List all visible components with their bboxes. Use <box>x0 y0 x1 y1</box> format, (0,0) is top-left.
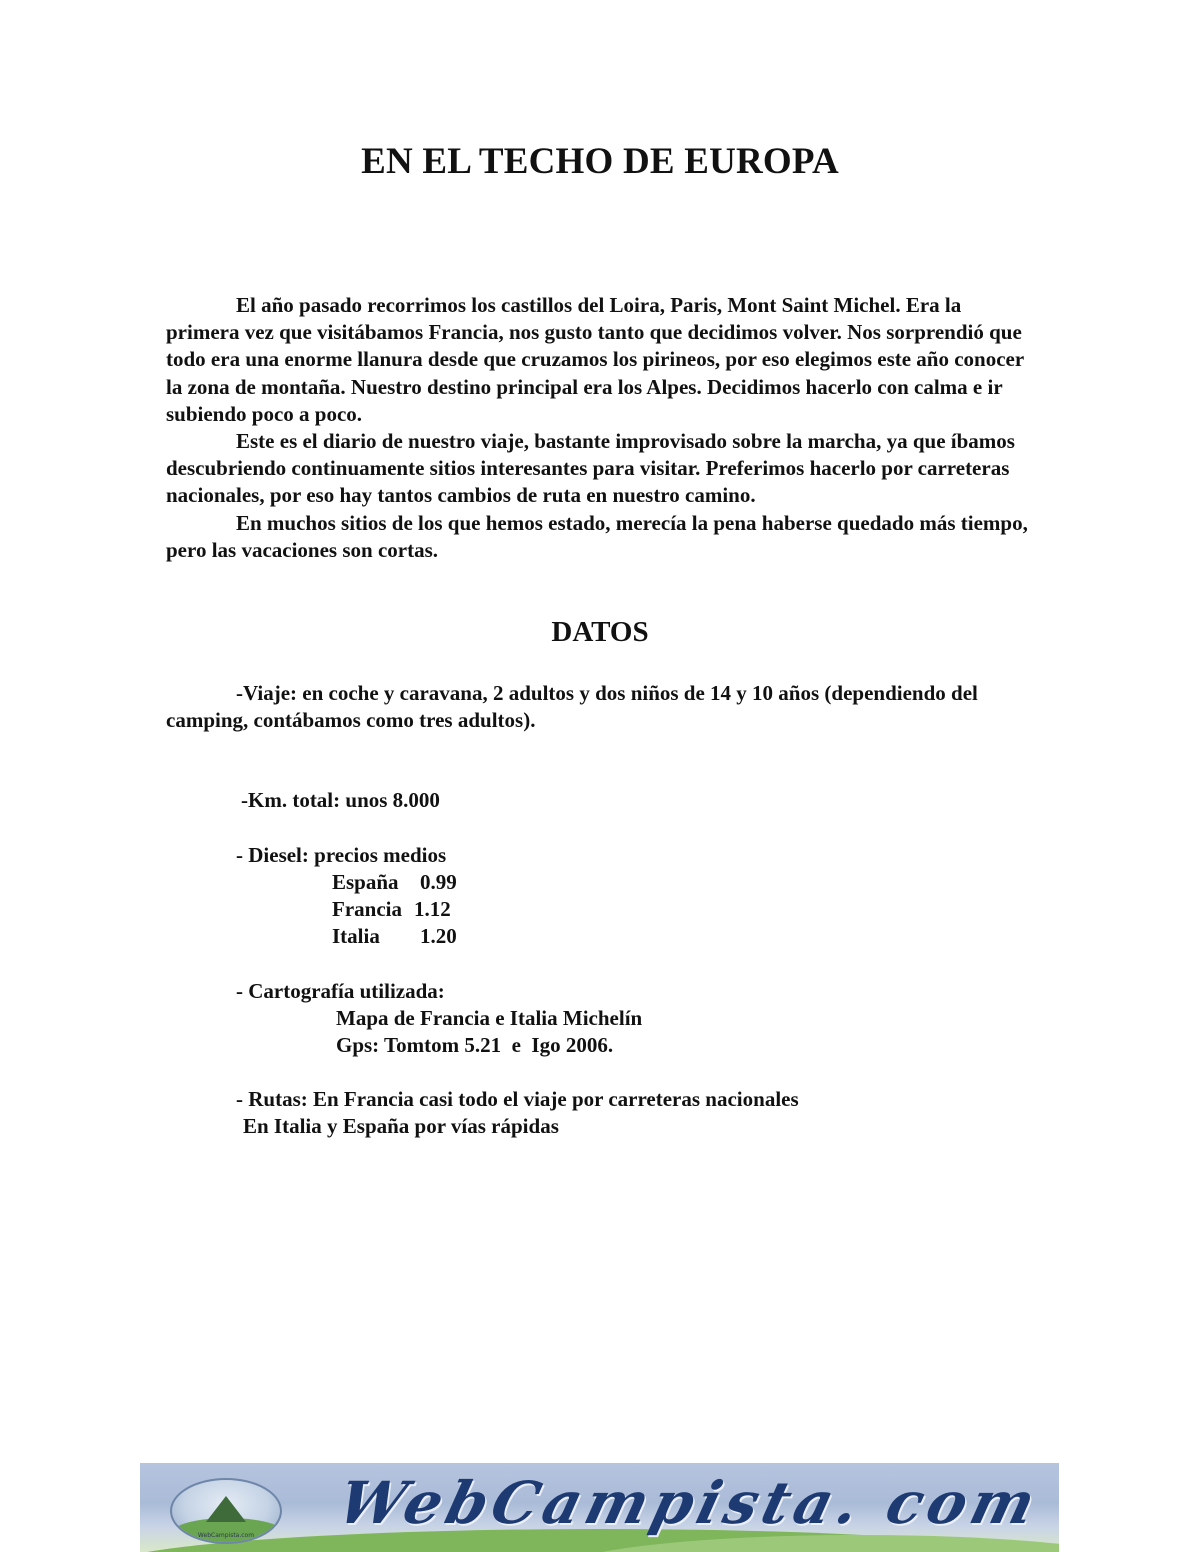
intro-text <box>166 292 1034 564</box>
paragraph: Este es el diario de nuestro viaje, bastante improvisado sobre la marcha, ya que íbamos descubriendo continuamente sitios interesantes para visitar. Preferimos hacerlo por carreteras nacionales, por eso hay tantos cambios de ruta en nuestro camino. <box>166 429 1015 508</box>
diesel-country: Italia <box>332 924 380 948</box>
footer-banner <box>140 1463 1059 1552</box>
datos-cartografia-label: - Cartografía utilizada: <box>236 979 445 1003</box>
tent-icon <box>206 1496 246 1522</box>
datos-viaje: -Viaje: en coche y caravana, 2 adultos y dos niños de 14 y 10 años (dependiendo del camping, contábamos como tres adultos). <box>166 681 978 733</box>
diesel-country: España <box>332 870 399 894</box>
datos-rutas-cont: En Italia y España por vías rápidas <box>243 1114 559 1138</box>
cartografia-item: Gps: Tomtom 5.21 e Igo 2006. <box>336 1033 614 1057</box>
diesel-price: 0.99 <box>420 870 457 894</box>
datos-heading: DATOS <box>551 616 649 648</box>
paragraph: El año pasado recorrimos los castillos del Loira, Paris, Mont Saint Michel. Era la primera vez que visitábamos Francia, nos gusto tanto que decidimos volver. Nos sorprendió que todo era una enorme llanura desde que cruzamos los pirineos, por eso elegimos este año conocer la zona de montaña. Nuestro destino principal era los Alpes. Decidimos hacerlo con calma e ir subiendo poco a poco. <box>166 293 1024 426</box>
datos-rutas: - Rutas: En Francia casi todo el viaje por carreteras nacionales <box>236 1087 799 1111</box>
datos-diesel-label: - Diesel: precios medios <box>236 843 447 867</box>
document-title: EN EL TECHO DE EUROPA <box>361 141 839 182</box>
diesel-price: 1.12 <box>414 897 451 921</box>
logo-caption: WebCampista.com <box>197 1532 255 1539</box>
brand-wordmark: WebCampista. com <box>331 1469 1047 1537</box>
cartografia-item: Mapa de Francia e Italia Michelín <box>336 1006 643 1030</box>
diesel-country: Francia <box>332 897 402 921</box>
diesel-price: 1.20 <box>420 924 457 948</box>
paragraph: En muchos sitios de los que hemos estado, merecía la pena haberse quedado más tiempo, pero las vacaciones son cortas. <box>166 510 1028 562</box>
campsite-logo-icon <box>170 1478 282 1544</box>
datos-km: -Km. total: unos 8.000 <box>241 788 440 812</box>
